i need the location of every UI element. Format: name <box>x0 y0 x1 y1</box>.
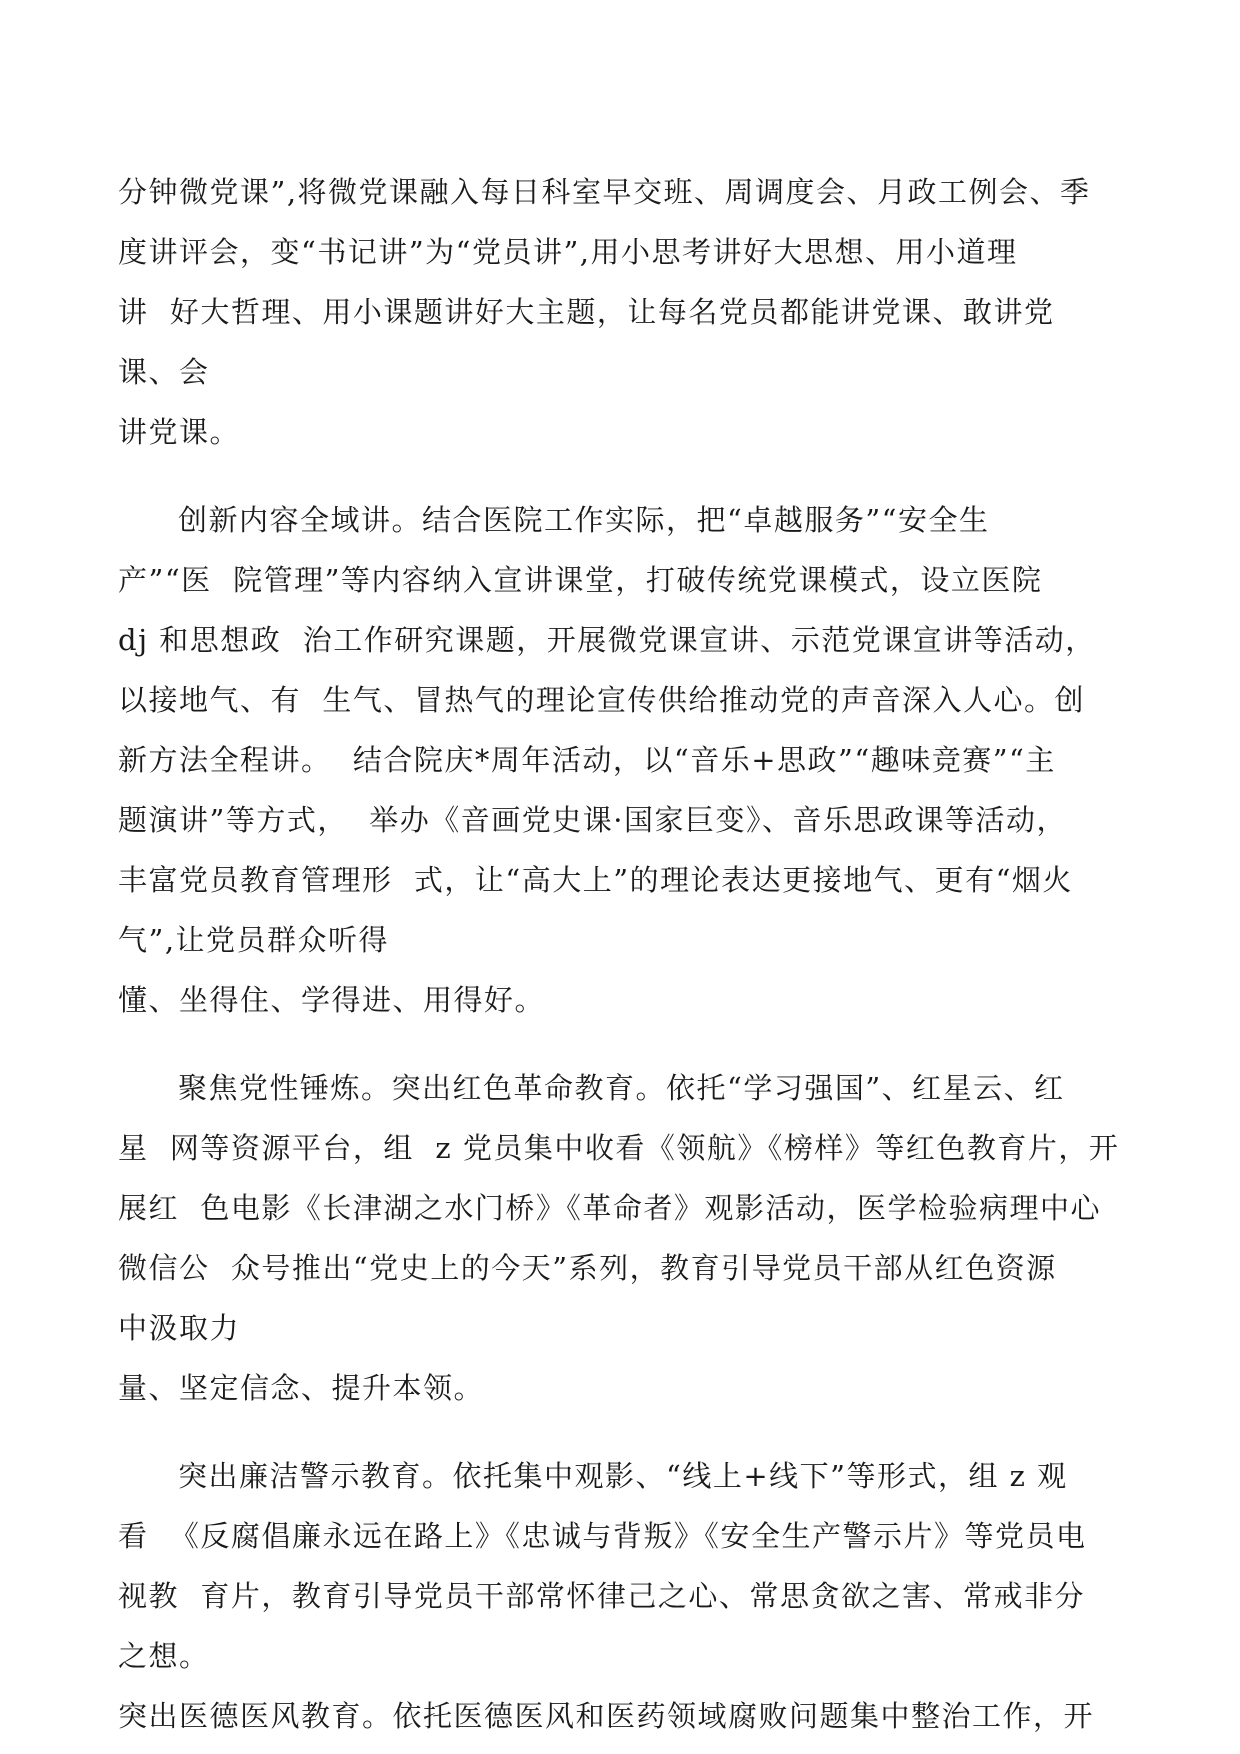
text-line: 突出医德医风教育。依托医德医风和医药领域腐败问题集中整治工作，开 <box>118 1699 1095 1733</box>
text-line: 看 《反腐倡廉永远在路上》《忠诚与背叛》《安全生产警示片》等党员电 <box>118 1519 1087 1553</box>
text-line: 分钟微党课”,将微党课融入每日科室早交班、周调度会、月政工例会、季 <box>118 175 1091 209</box>
document-body <box>118 162 1128 1746</box>
text-line: 以接地气、有 生气、冒热气的理论宣传供给推动党的声音深入人心。创 <box>118 683 1085 717</box>
text-line: 星 网等资源平台，组 z 党员集中收看《领航》《榜样》等红色教育片，开 <box>118 1131 1120 1165</box>
text-line: 新方法全程讲。 结合院庆*周年活动，以“音乐+思政”“趣味竞赛”“主 <box>118 743 1056 777</box>
text-line: 中汲取力 <box>118 1311 241 1345</box>
text-line: 懂、坐得住、学得进、用得好。 <box>118 983 546 1017</box>
text-line: 创新内容全域讲。结合医院工作实际，把“卓越服务”“安全生 <box>178 503 990 537</box>
text-line: 产”“医 院管理”等内容纳入宣讲课堂，打破传统党课模式，设立医院 <box>118 563 1043 597</box>
text-line: 题演讲”等方式， 举办《音画党史课·国家巨变》、音乐思政课等活动， <box>118 803 1067 837</box>
text-line: 聚焦党性锤炼。突出红色革命教育。依托“学习强国”、红星云、红 <box>178 1071 1065 1105</box>
paragraph-p3 <box>118 1058 1128 1418</box>
text-line: 度讲评会，变“书记讲”为“党员讲”,用小思考讲好大思想、用小道理 <box>118 235 1018 269</box>
paragraph-p1 <box>118 162 1128 462</box>
text-line: 课、会 <box>118 355 210 389</box>
text-line: 视教 育片，教育引导党员干部常怀律己之心、常思贪欲之害、常戒非分 <box>118 1579 1085 1613</box>
text-line: 突出廉洁警示教育。依托集中观影、“线上+线下”等形式，组 z 观 <box>178 1459 1068 1493</box>
text-line: 讲党课。 <box>118 415 241 449</box>
paragraph-p4 <box>118 1446 1128 1746</box>
text-line: 展红 色电影《长津湖之水门桥》《革命者》观影活动，医学检验病理中心 <box>118 1191 1101 1225</box>
text-line: 丰富党员教育管理形 式，让“高大上”的理论表达更接地气、更有“烟火 <box>118 863 1073 897</box>
text-line: 气”,让党员群众听得 <box>118 923 390 957</box>
text-line: dj 和思想政 治工作研究课题，开展微党课宣讲、示范党课宣讲等活动， <box>118 623 1096 657</box>
text-line: 微信公 众号推出“党史上的今天”系列，教育引导党员干部从红色资源 <box>118 1251 1057 1285</box>
text-line: 讲 好大哲理、用小课题讲好大主题，让每名党员都能讲党课、敢讲党 <box>118 295 1055 329</box>
paragraph-p2 <box>118 490 1128 1030</box>
text-line: 之想。 <box>118 1639 210 1673</box>
text-line: 量、坚定信念、提升本领。 <box>118 1371 485 1405</box>
